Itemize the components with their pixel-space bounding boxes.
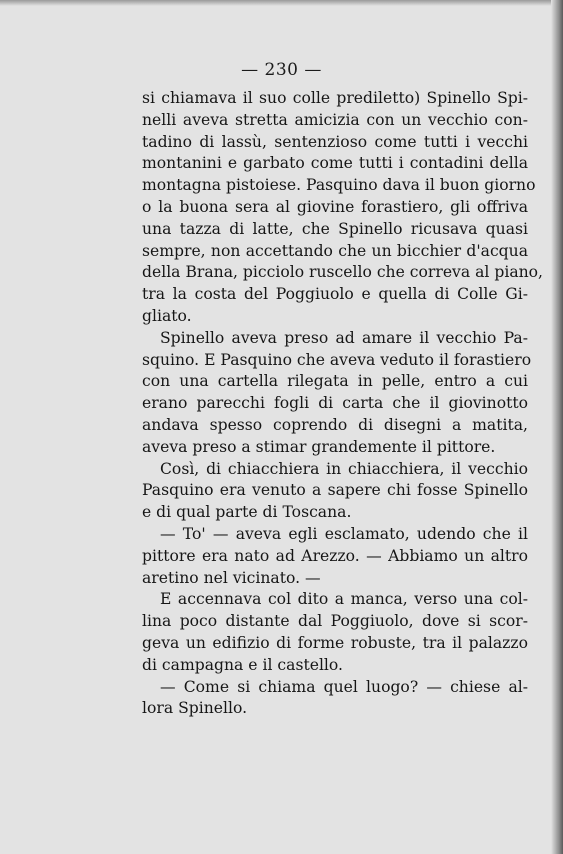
text-line: montanini e garbato come tutti i contadini della bbox=[142, 154, 528, 173]
text-line: montagna pistoiese. Pasquino dava il buon giorno bbox=[142, 176, 536, 195]
page-right-edge-shadow bbox=[551, 0, 563, 854]
text-line: Spinello aveva preso ad amare il vecchio Pa- bbox=[160, 328, 528, 347]
text-line: si chiamava il suo colle prediletto) Spinello Spi- bbox=[142, 89, 528, 107]
text-line: sempre, non accettando che un bicchier d'acqua bbox=[142, 241, 528, 260]
text-line: Pasquino era venuto a sapere chi fosse Spinello bbox=[142, 481, 528, 500]
text-line: aretino nel vicinato. — bbox=[142, 568, 321, 587]
text-line: aveva preso a stimar grandemente il pittore. bbox=[142, 437, 496, 456]
text-line: Così, di chiacchiera in chiacchiera, il vecchio bbox=[160, 459, 528, 478]
text-line: E accennava col dito a manca, verso una col- bbox=[160, 590, 528, 609]
text-line: squino. E Pasquino che aveva veduto il forastiero bbox=[142, 350, 532, 369]
text-line: con una cartella rilegata in pelle, entro a cui bbox=[142, 372, 528, 391]
text-line: geva un edifizio di forme robuste, tra il palazzo bbox=[142, 633, 528, 652]
text-line: nelli aveva stretta amicizia con un vecchio con- bbox=[142, 110, 528, 129]
text-line: gliato. bbox=[142, 306, 192, 325]
text-line: e di qual parte di Toscana. bbox=[142, 503, 352, 522]
page-top-edge-shadow bbox=[0, 0, 563, 6]
text-line: tra la costa del Poggiuolo e quella di Colle Gi- bbox=[142, 285, 528, 304]
text-line: lora Spinello. bbox=[142, 699, 248, 718]
text-line: pittore era nato ad Arezzo. — Abbiamo un altro bbox=[142, 546, 528, 565]
text-line: andava spesso coprendo di disegni a matita, bbox=[142, 415, 528, 434]
text-line: o la buona sera al giovine forastiero, gli offriva bbox=[142, 197, 528, 216]
text-line: tadino di lassù, sentenzioso come tutti i vecchi bbox=[142, 132, 528, 151]
text-line: una tazza di latte, che Spinello ricusava quasi bbox=[142, 219, 528, 238]
body-text bbox=[142, 88, 544, 720]
text-line: erano parecchi fogli di carta che il giovinotto bbox=[142, 394, 528, 413]
text-line: — Come si chiama quel luogo? — chiese al- bbox=[160, 677, 528, 696]
text-line: della Brana, picciolo ruscello che correva al piano, bbox=[142, 263, 544, 282]
text-line: di campagna e il castello. bbox=[142, 655, 343, 674]
page-number: — 230 — bbox=[241, 60, 322, 80]
text-line: — To' — aveva egli esclamato, udendo che il bbox=[160, 524, 528, 543]
text-line: lina poco distante dal Poggiuolo, dove si scor- bbox=[142, 612, 528, 631]
